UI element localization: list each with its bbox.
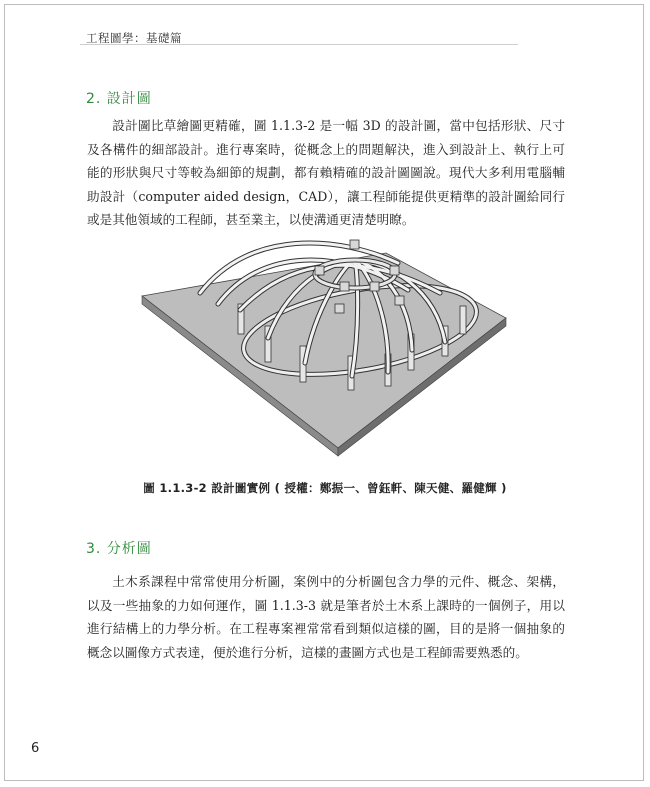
design-drawing-figure [140, 238, 512, 460]
running-header-title: 工程圖學：基礎篇 [86, 31, 182, 45]
dome-structure-3d-model [140, 238, 512, 460]
paragraph-design-drawing: 設計圖比草繪圖更精確，圖 1.1.3-2 是一幅 3D 的設計圖，當中包括形狀、尺寸及各構件的細部設計。進行專案時，從概念上的問題解決，進入到設計上、執行上可能的形狀與尺寸等較為細節的規劃，都有賴精確的設計圖圖說。現代大多利用電腦輔助設計（computer aided design，CAD），讓工程師能提供更精準的設計圖給同行或是其他領域的工程師，甚至業主，以使溝通更清楚明瞭。 [87, 118, 565, 227]
header-rule [80, 44, 518, 45]
paragraph-analysis-drawing: 土木系課程中常常使用分析圖，案例中的分析圖包含力學的元件、概念、架構，以及一些抽象的力如何運作，圖 1.1.3-3 就是筆者於土木系上課時的一個例子，用以進行結構上的力學分析。在工程專案裡常常看到類似這樣的圖，目的是將一個抽象的概念以圖像方式表達，便於進行分析，這樣的畫圖方式也是工程師需要熟悉的。 [87, 574, 565, 660]
section-heading-analysis-drawing: 3. 分析圖 [86, 541, 152, 557]
page-number: 6 [31, 741, 40, 756]
figure-caption: 圖 1.1.3-2 設計圖實例 ( 授權：鄭振一、曾鈺軒、陳天健、羅健輝 ) [143, 481, 507, 495]
section-heading-design-drawing: 2. 設計圖 [86, 91, 152, 107]
